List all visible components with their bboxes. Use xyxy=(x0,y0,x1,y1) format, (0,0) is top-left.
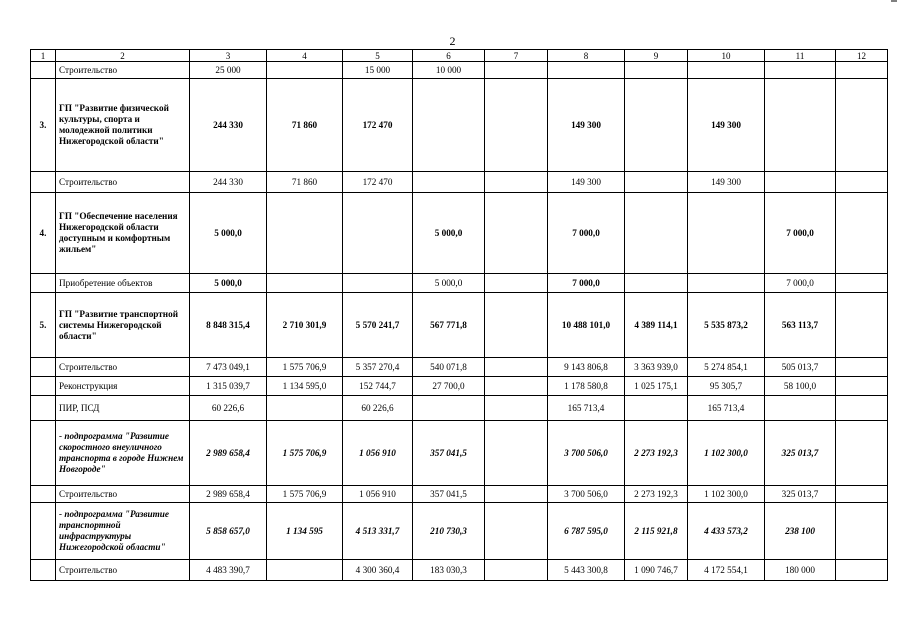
row-number xyxy=(31,503,56,560)
cell-col10: 4 433 573,2 xyxy=(688,503,765,560)
header-cell: 8 xyxy=(548,50,625,62)
cell-col4 xyxy=(267,62,343,79)
row-name: Приобретение объектов xyxy=(56,274,190,293)
cell-col4: 71 860 xyxy=(267,172,343,193)
cell-col10: 95 305,7 xyxy=(688,377,765,396)
cell-col3: 244 330 xyxy=(190,79,267,172)
cell-col8: 149 300 xyxy=(548,79,625,172)
cell-col4 xyxy=(267,560,343,581)
cell-col11: 7 000,0 xyxy=(765,274,836,293)
cell-col4: 1 575 706,9 xyxy=(267,486,343,503)
row-number xyxy=(31,421,56,486)
row-number xyxy=(31,358,56,377)
cell-col7 xyxy=(485,193,548,274)
header-cell: 5 xyxy=(343,50,413,62)
cell-col3: 2 989 658,4 xyxy=(190,421,267,486)
cell-col9: 1 090 746,7 xyxy=(625,560,688,581)
row-number: 3. xyxy=(31,79,56,172)
cell-col11: 325 013,7 xyxy=(765,421,836,486)
cell-col5 xyxy=(343,274,413,293)
cell-col11: 505 013,7 xyxy=(765,358,836,377)
cell-col9: 1 025 175,1 xyxy=(625,377,688,396)
header-cell: 9 xyxy=(625,50,688,62)
cell-col3: 5 858 657,0 xyxy=(190,503,267,560)
table-row xyxy=(31,358,888,377)
row-name: ПИР, ПСД xyxy=(56,396,190,421)
cell-col11: 563 113,7 xyxy=(765,293,836,358)
cell-col6: 5 000,0 xyxy=(413,193,485,274)
cell-col5: 5 357 270,4 xyxy=(343,358,413,377)
cell-col12 xyxy=(836,358,888,377)
cell-col11: 58 100,0 xyxy=(765,377,836,396)
cell-col11: 7 000,0 xyxy=(765,193,836,274)
cell-col3: 244 330 xyxy=(190,172,267,193)
cell-col5: 4 513 331,7 xyxy=(343,503,413,560)
budget-table xyxy=(30,49,888,581)
cell-col12 xyxy=(836,560,888,581)
cell-col9 xyxy=(625,193,688,274)
cell-col7 xyxy=(485,377,548,396)
cell-col6: 567 771,8 xyxy=(413,293,485,358)
cell-col11: 238 100 xyxy=(765,503,836,560)
cell-col12 xyxy=(836,503,888,560)
cell-col10 xyxy=(688,62,765,79)
cell-col5: 4 300 360,4 xyxy=(343,560,413,581)
cell-col12 xyxy=(836,293,888,358)
header-cell: 3 xyxy=(190,50,267,62)
cell-col9: 3 363 939,0 xyxy=(625,358,688,377)
table-row xyxy=(31,274,888,293)
cell-col3: 5 000,0 xyxy=(190,274,267,293)
row-number xyxy=(31,62,56,79)
row-name: ГП "Развитие транспортной системы Нижегородской области" xyxy=(56,293,190,358)
row-name: - подпрограмма "Развитие транспортной инфраструктуры Нижегородской области" xyxy=(56,503,190,560)
cell-col3: 5 000,0 xyxy=(190,193,267,274)
cell-col4: 2 710 301,9 xyxy=(267,293,343,358)
cell-col8: 1 178 580,8 xyxy=(548,377,625,396)
cell-col11: 180 000 xyxy=(765,560,836,581)
cell-col5: 60 226,6 xyxy=(343,396,413,421)
cell-col9 xyxy=(625,396,688,421)
row-name: Строительство xyxy=(56,172,190,193)
cell-col5: 15 000 xyxy=(343,62,413,79)
cell-col6: 5 000,0 xyxy=(413,274,485,293)
cell-col6: 357 041,5 xyxy=(413,421,485,486)
cell-col8: 149 300 xyxy=(548,172,625,193)
cell-col8: 9 143 806,8 xyxy=(548,358,625,377)
row-number: 5. xyxy=(31,293,56,358)
row-name: Реконструкция xyxy=(56,377,190,396)
cell-col4 xyxy=(267,274,343,293)
row-number xyxy=(31,377,56,396)
header-cell: 1 xyxy=(31,50,56,62)
cell-col3: 1 315 039,7 xyxy=(190,377,267,396)
cell-col7 xyxy=(485,503,548,560)
cell-col10: 165 713,4 xyxy=(688,396,765,421)
header-cell: 6 xyxy=(413,50,485,62)
row-number xyxy=(31,396,56,421)
cell-col4: 71 860 xyxy=(267,79,343,172)
cell-col11 xyxy=(765,396,836,421)
cell-col8: 10 488 101,0 xyxy=(548,293,625,358)
cell-col8: 3 700 506,0 xyxy=(548,486,625,503)
cell-col3: 4 483 390,7 xyxy=(190,560,267,581)
row-name: - подпрограмма "Развитие скоростного внеуличного транспорта в городе Нижнем Новгороде" xyxy=(56,421,190,486)
page-number: 2 xyxy=(449,34,456,48)
row-name: Строительство xyxy=(56,358,190,377)
table-row xyxy=(31,172,888,193)
cell-col11 xyxy=(765,62,836,79)
cell-col9: 4 389 114,1 xyxy=(625,293,688,358)
table-row xyxy=(31,421,888,486)
cell-col5: 1 056 910 xyxy=(343,486,413,503)
table-row xyxy=(31,193,888,274)
header-cell: 7 xyxy=(485,50,548,62)
cell-col10 xyxy=(688,193,765,274)
table-row xyxy=(31,377,888,396)
cell-col10: 5 274 854,1 xyxy=(688,358,765,377)
cell-col5: 152 744,7 xyxy=(343,377,413,396)
cell-col8: 7 000,0 xyxy=(548,274,625,293)
cell-col12 xyxy=(836,62,888,79)
table-row xyxy=(31,486,888,503)
cell-col4: 1 134 595,0 xyxy=(267,377,343,396)
cell-col10: 4 172 554,1 xyxy=(688,560,765,581)
cell-col9 xyxy=(625,79,688,172)
cell-col12 xyxy=(836,79,888,172)
cell-col7 xyxy=(485,172,548,193)
table-row xyxy=(31,396,888,421)
cell-col4: 1 134 595 xyxy=(267,503,343,560)
row-number xyxy=(31,560,56,581)
cell-col12 xyxy=(836,396,888,421)
cell-col8 xyxy=(548,62,625,79)
cell-col4 xyxy=(267,193,343,274)
table-row xyxy=(31,62,888,79)
table-row xyxy=(31,293,888,358)
cell-col6: 357 041,5 xyxy=(413,486,485,503)
cell-col3: 8 848 315,4 xyxy=(190,293,267,358)
cell-col6 xyxy=(413,396,485,421)
cell-col5: 172 470 xyxy=(343,79,413,172)
row-name: Строительство xyxy=(56,560,190,581)
cell-col3: 7 473 049,1 xyxy=(190,358,267,377)
table-row xyxy=(31,503,888,560)
cell-col6 xyxy=(413,172,485,193)
cell-col3: 60 226,6 xyxy=(190,396,267,421)
cell-col6 xyxy=(413,79,485,172)
cell-col12 xyxy=(836,486,888,503)
cell-col12 xyxy=(836,421,888,486)
cell-col10: 1 102 300,0 xyxy=(688,486,765,503)
cell-col10: 149 300 xyxy=(688,172,765,193)
corner-mark xyxy=(883,0,903,4)
cell-col7 xyxy=(485,274,548,293)
cell-col12 xyxy=(836,274,888,293)
header-cell: 10 xyxy=(688,50,765,62)
cell-col12 xyxy=(836,193,888,274)
cell-col10: 1 102 300,0 xyxy=(688,421,765,486)
cell-col8: 165 713,4 xyxy=(548,396,625,421)
row-name: Строительство xyxy=(56,486,190,503)
cell-col7 xyxy=(485,560,548,581)
row-number xyxy=(31,172,56,193)
cell-col7 xyxy=(485,421,548,486)
cell-col5 xyxy=(343,193,413,274)
cell-col3: 2 989 658,4 xyxy=(190,486,267,503)
cell-col11 xyxy=(765,172,836,193)
cell-col8: 3 700 506,0 xyxy=(548,421,625,486)
cell-col10: 149 300 xyxy=(688,79,765,172)
cell-col6: 210 730,3 xyxy=(413,503,485,560)
cell-col5: 172 470 xyxy=(343,172,413,193)
row-number xyxy=(31,274,56,293)
cell-col12 xyxy=(836,172,888,193)
cell-col9 xyxy=(625,62,688,79)
cell-col6: 183 030,3 xyxy=(413,560,485,581)
cell-col7 xyxy=(485,358,548,377)
row-number xyxy=(31,486,56,503)
cell-col6: 27 700,0 xyxy=(413,377,485,396)
cell-col7 xyxy=(485,79,548,172)
cell-col8: 6 787 595,0 xyxy=(548,503,625,560)
cell-col5: 5 570 241,7 xyxy=(343,293,413,358)
table-row xyxy=(31,79,888,172)
cell-col4: 1 575 706,9 xyxy=(267,421,343,486)
cell-col6: 10 000 xyxy=(413,62,485,79)
cell-col12 xyxy=(836,377,888,396)
cell-col9: 2 273 192,3 xyxy=(625,486,688,503)
header-cell: 2 xyxy=(56,50,190,62)
cell-col9: 2 273 192,3 xyxy=(625,421,688,486)
cell-col7 xyxy=(485,396,548,421)
cell-col3: 25 000 xyxy=(190,62,267,79)
header-cell: 4 xyxy=(267,50,343,62)
cell-col8: 7 000,0 xyxy=(548,193,625,274)
cell-col9 xyxy=(625,274,688,293)
cell-col7 xyxy=(485,293,548,358)
header-cell: 11 xyxy=(765,50,836,62)
header-row xyxy=(31,50,888,62)
cell-col4: 1 575 706,9 xyxy=(267,358,343,377)
row-name: ГП "Развитие физической культуры, спорта и молодежной политики Нижегородской области" xyxy=(56,79,190,172)
cell-col10: 5 535 873,2 xyxy=(688,293,765,358)
cell-col5: 1 056 910 xyxy=(343,421,413,486)
cell-col7 xyxy=(485,62,548,79)
cell-col9 xyxy=(625,172,688,193)
row-name: Строительство xyxy=(56,62,190,79)
cell-col8: 5 443 300,8 xyxy=(548,560,625,581)
cell-col10 xyxy=(688,274,765,293)
header-cell: 12 xyxy=(836,50,888,62)
row-name: ГП "Обеспечение населения Нижегородской области доступным и комфортным жильем" xyxy=(56,193,190,274)
cell-col7 xyxy=(485,486,548,503)
table-row xyxy=(31,560,888,581)
cell-col6: 540 071,8 xyxy=(413,358,485,377)
row-number: 4. xyxy=(31,193,56,274)
cell-col4 xyxy=(267,396,343,421)
cell-col11 xyxy=(765,79,836,172)
cell-col9: 2 115 921,8 xyxy=(625,503,688,560)
cell-col11: 325 013,7 xyxy=(765,486,836,503)
